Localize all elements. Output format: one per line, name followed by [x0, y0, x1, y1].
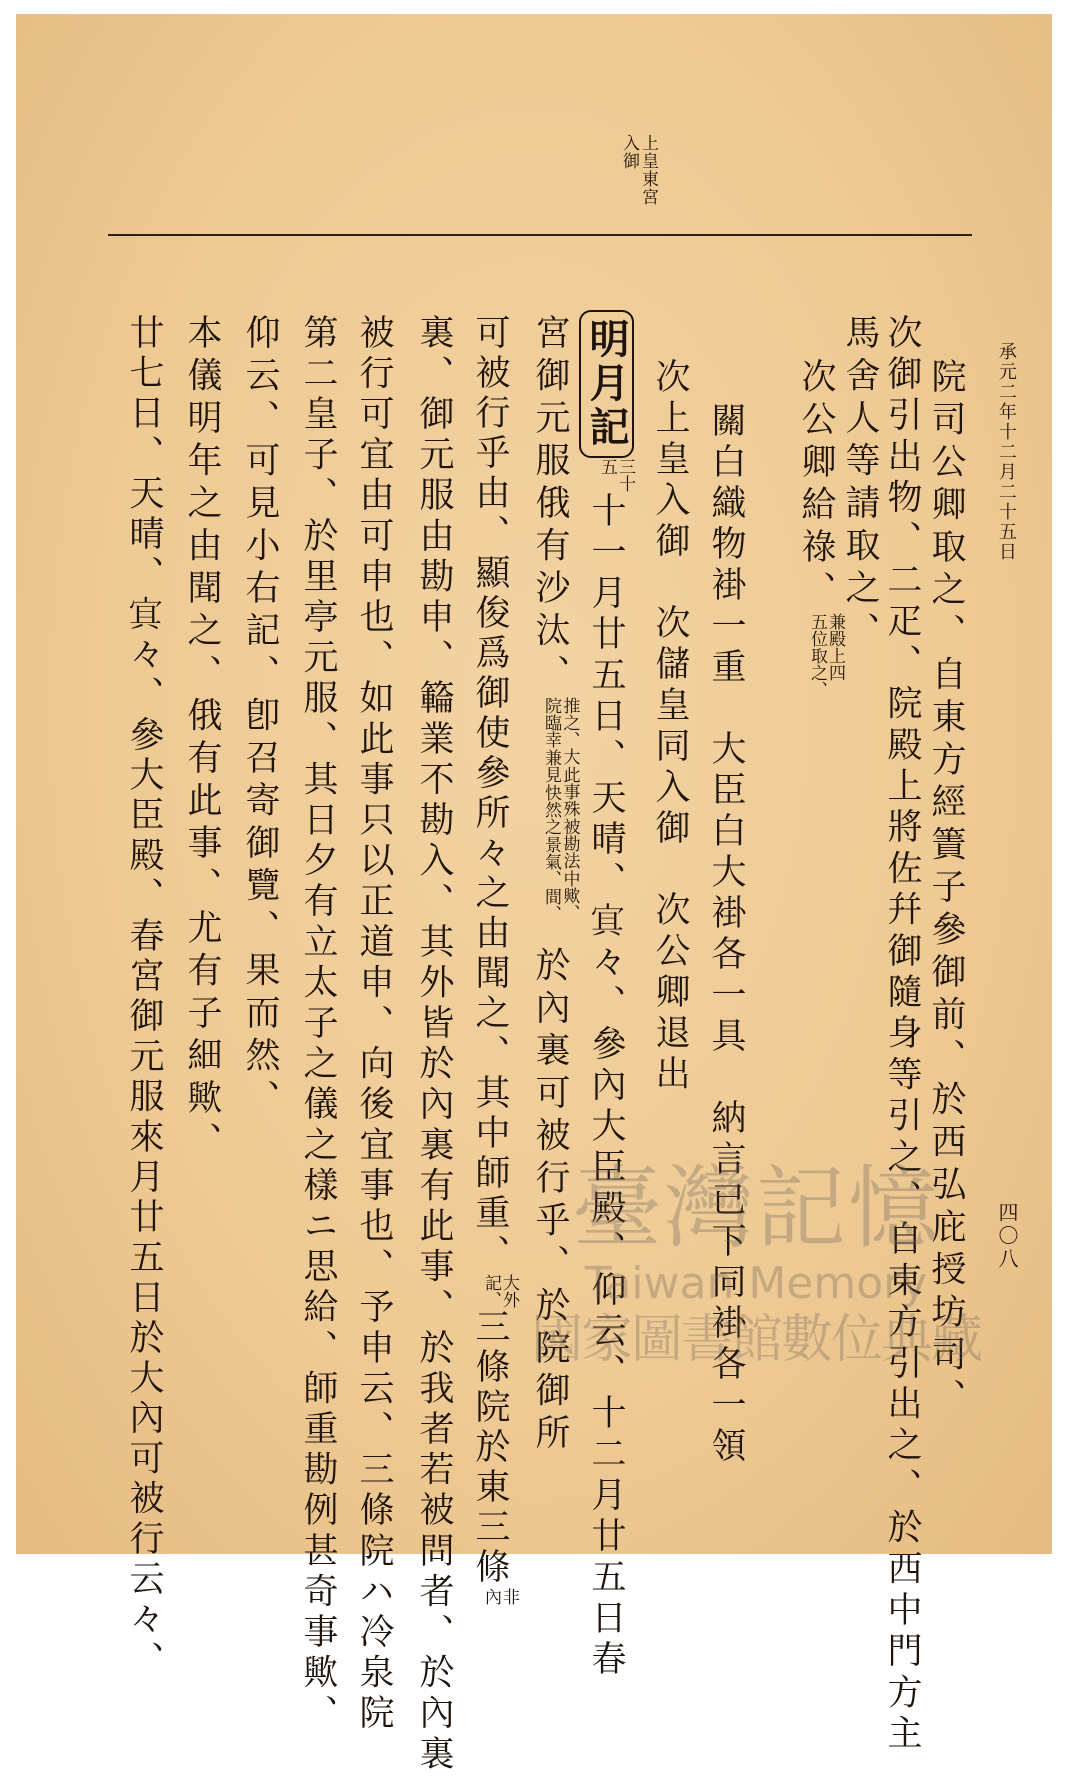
column-9-text-b: 三條院於東三條	[470, 1308, 510, 1588]
text-column-5: 關白織物褂一重 大臣白大褂各一具 納言已下同褂各一領	[706, 402, 746, 1468]
text-column-7	[583, 310, 635, 1681]
note-line: 間、	[541, 887, 561, 922]
note-line: 兼見	[541, 748, 561, 783]
text-column-2: 次御引出物、二疋、院殿上將佐幷御隨身等引之、自東方引出之、於西中門方主	[882, 314, 922, 1756]
text-column-4	[798, 358, 843, 698]
watermark-english: Taiwan Memory	[584, 1258, 928, 1309]
note-line: 景氣、	[541, 835, 561, 887]
text-column-15: 廿七日、天晴、𡨋々、參大臣殿、春宮御元服來月廿五日於大內可被行云々、	[124, 314, 164, 1681]
text-column-11: 被行可宜由可申也、如此事只以正道申、向後宜事也、予申云、三條院ハ冷泉院	[354, 314, 394, 1735]
column-8-text-a: 宮御元服俄有沙汰、	[530, 314, 570, 697]
page-number: 四〇八	[995, 1202, 1019, 1271]
margin-note-line-1: 上皇東宮	[638, 134, 658, 206]
text-column-3: 馬舍人等請取之、	[840, 314, 880, 654]
column-9-note-b	[482, 1588, 517, 1605]
note-line: 大外	[499, 1274, 519, 1308]
text-column-14: 本儀明年之由聞之、俄有此事、尤有子細歟、	[182, 314, 222, 1164]
running-head: 承元二年十二月二十五日	[995, 342, 1017, 562]
text-column-13: 仰云、可見小右記、卽召寄御覽、果而然、	[240, 314, 280, 1122]
column-4-text: 次公卿給祿、	[796, 358, 836, 613]
column-7-text: 十一月廿五日、天晴、𡨋々、參內大臣殿、仰云、十二月廿五日春	[586, 492, 626, 1681]
document-page	[16, 14, 1052, 1776]
column-8-note	[542, 697, 578, 947]
note-line: 院臨幸	[541, 696, 561, 748]
text-column-12: 第二皇子、於里亭元服、其日夕有立太子之儀之樣ニ思給、師重勘例甚奇事歟、	[298, 314, 338, 1735]
column-4-note	[808, 613, 843, 698]
note-line: 五位取之、	[807, 613, 827, 698]
margin-note	[620, 134, 656, 206]
note-line: 中歟、	[559, 869, 580, 921]
watermark-logo: 臺灣記憶	[572, 1156, 940, 1261]
column-7-note	[598, 458, 633, 492]
watermark	[496, 1156, 1019, 1454]
text-column-1: 院司公卿取之、自東方經簀子參御前、於西弘庇授坊司、	[926, 358, 966, 1421]
column-9-text-a: 可被行乎由、顯俊爲御使參所々之由聞之、其中師重、	[470, 314, 510, 1274]
note-line: 兼殿上四	[825, 613, 845, 681]
text-column-6: 次上皇入御 次儲皇同入御 次公卿退出	[650, 358, 690, 1096]
column-8-text-b: 於內裏可被行乎、於院御所	[530, 946, 570, 1457]
note-line: 記、	[481, 1274, 501, 1308]
note-line: 推之、大	[559, 696, 580, 765]
note-line: 被勘法	[559, 817, 580, 869]
header-rule	[108, 234, 972, 236]
note-line: 此事殊	[559, 765, 580, 817]
margin-note-line-2: 入御	[619, 134, 639, 170]
note-line: 非	[499, 1588, 519, 1605]
source-title-mingetsuki: 明月記	[579, 310, 634, 458]
watermark-subtitle: 國家圖書館數位典藏	[530, 1310, 981, 1370]
note-line: 三十	[615, 458, 635, 492]
note-line: 快然之	[541, 783, 561, 835]
text-column-10: 裏、御元服由勘申、𥶡業不勘入、其外皆於內裏有此事、於我者若被問者、於內裏	[414, 314, 454, 1776]
note-line: 內	[481, 1588, 501, 1605]
note-line: 五	[597, 458, 617, 475]
